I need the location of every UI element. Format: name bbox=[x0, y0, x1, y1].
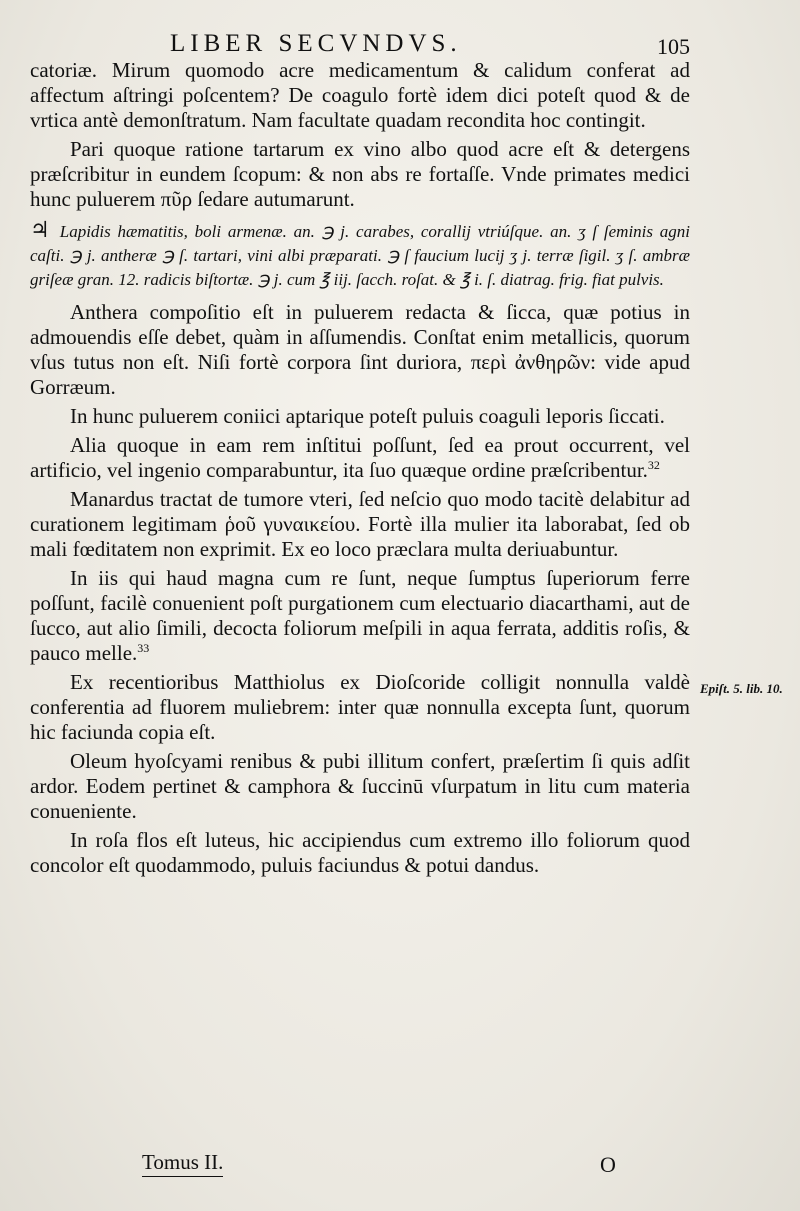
paragraph-1: catoriæ. Mirum quomodo acre medicamentum & calidum conferat ad affectum aſtringi poſcentem? De coagulo fortè idem dici poteſt quod & de vrtica antè demonſtratum. Nam facultate quadam recondita hoc contingit. bbox=[30, 58, 690, 132]
recipe-symbol: ♃ bbox=[30, 217, 50, 242]
page-number: 105 bbox=[657, 34, 690, 59]
paragraph-7 bbox=[30, 566, 690, 666]
recipe-prescription bbox=[30, 218, 690, 292]
running-title: LIBER SECVNDVS. bbox=[170, 30, 462, 57]
page-footer bbox=[30, 1150, 690, 1190]
main-text bbox=[30, 58, 690, 882]
paragraph-7-text: In iis qui haud magna cum re ſunt, neque ſumptus ſuperiorum ferre poſſunt, facilè conuenient poſt purgationem cum electuario diacarthami, aut de ſucco, aut alio ſimili, decocta foliorum meſpili in aqua ferrata, additis roſis, & pauco melle. bbox=[30, 566, 690, 665]
signature-mark: O bbox=[600, 1152, 616, 1177]
paragraph-4: In hunc puluerem coniici aptarique poteſt puluis coaguli leporis ſiccati. bbox=[70, 404, 665, 428]
note-mark-33: 33 bbox=[137, 641, 150, 655]
paragraph-3: Anthera compoſitio eſt in puluerem redacta & ſicca, quæ potius in admouendis eſſe debet, quàm in aſſumendis. Conſtat enim metallicis, quorum vſus tutus non eſt. Niſi fortè corpora ſint duriora, περὶ ἀνθηρῶν: vide apud Gorræum. bbox=[30, 300, 690, 399]
margin-note: Epiſt. 5. lib. 10. bbox=[700, 681, 783, 696]
paragraph-10: In roſa flos eſt luteus, hic accipiendus cum extremo illo foliorum quod concolor eſt quodammodo, puluis faciundus & potui dandus. bbox=[30, 828, 690, 877]
note-mark-32: 32 bbox=[647, 458, 660, 472]
paragraph-5 bbox=[30, 433, 690, 483]
recipe-text: Lapidis hæmatitis, boli armenæ. an. ℈ j. carabes, corallij vtriúſque. an. ʒ ſ ſeminis agni caſti. ℈ j. antheræ ℈ ſ. tartari, vini albi præparati. ℈ ſ faucium lucij ʒ j. terræ ſigil. ʒ ſ. ambræ griſeæ gran. 12. radicis biſtortæ. ℈ j. cum ℥ iij. ſacch. roſat. & ℥ i. ſ. diatrag. frig. fiat pulvis. bbox=[30, 222, 690, 289]
volume-label: Tomus II. bbox=[142, 1150, 223, 1177]
paragraph-2: Pari quoque ratione tartarum ex vino albo quod acre eſt & detergens præſcribitur in eundem ſcopum: & non abs re fortaſſe. Vnde primates medici hunc puluerem πῦρ ſedare autumarunt. bbox=[30, 137, 690, 211]
paragraph-6: Manardus tractat de tumore vteri, ſed neſcio quo modo tacitè delabitur ad curationem legitimam ῥοῦ γυναικείου. Fortè illa mulier ita laborabat, ſed ob mali fœditatem non exprimit. Ex eo loco præclara multa deriuabuntur. bbox=[30, 487, 690, 561]
paragraph-5-text: Alia quoque in eam rem inſtitui poſſunt, ſed ea prout occurrent, vel artificio, vel ingenio comparabuntur, ita ſuo quæque ordine præſcribentur. bbox=[30, 433, 690, 482]
paragraph-8: Ex recentioribus Matthiolus ex Dioſcoride colligit nonnulla valdè conferentia ad fluorem muliebrem: inter quæ nonnulla excepta ſunt, quorum hic faciunda copia eſt. bbox=[30, 670, 690, 744]
paragraph-9: Oleum hyoſcyami renibus & pubi illitum confert, præſertim ſi quis adſit ardor. Eodem pertinet & camphora & ſuccinū vſurpatum in litu cum materia conueniente. bbox=[30, 749, 690, 823]
